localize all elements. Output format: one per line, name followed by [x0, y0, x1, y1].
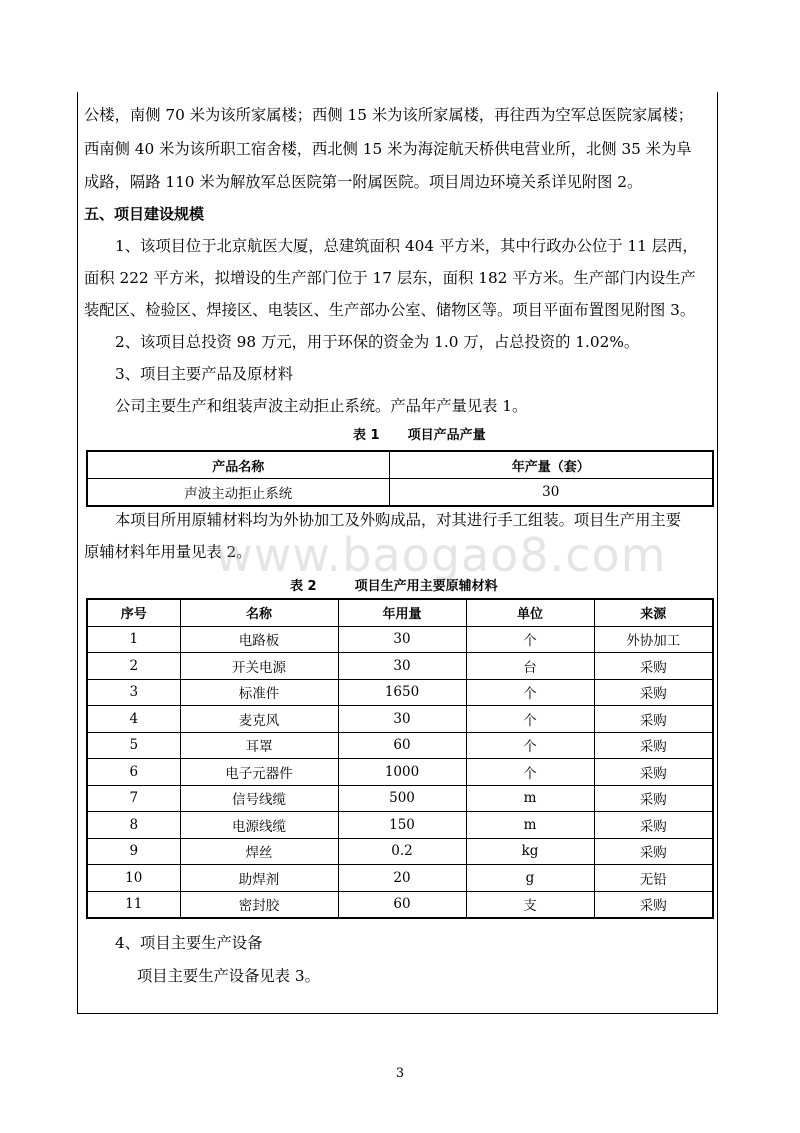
table-cell: g — [466, 865, 594, 892]
table1-caption-title: 项目产品产量 — [407, 428, 486, 443]
table-cell: 20 — [338, 865, 466, 892]
paragraph-line: 公楼，南侧 70 米为该所家属楼；西侧 15 米为该所家属楼，再往西为空军总医院家属楼； — [84, 106, 694, 124]
table-row — [87, 653, 713, 680]
table-cell: 支 — [466, 891, 594, 918]
table-header-cell: 来源 — [594, 599, 713, 626]
table-cell: 30 — [338, 626, 466, 653]
paragraph-line: 4、项目主要生产设备 — [115, 934, 263, 952]
table-cell: 11 — [87, 891, 180, 918]
table-cell: kg — [466, 838, 594, 865]
table-cell: 60 — [338, 891, 466, 918]
table-cell: 采购 — [594, 785, 713, 812]
paragraph-line: 1、该项目位于北京航医大厦，总建筑面积 404 平方米，其中行政办公位于 11 层西， — [115, 237, 698, 255]
table2-caption-title: 项目生产用主要原辅材料 — [354, 579, 498, 594]
table-cell: 1 — [87, 626, 180, 653]
raw-materials-table — [86, 598, 714, 919]
table-cell: 60 — [338, 732, 466, 759]
table-cell: 信号线缆 — [180, 785, 338, 812]
table-row — [87, 679, 713, 706]
table-cell: 采购 — [594, 838, 713, 865]
table-row — [87, 759, 713, 786]
table-row — [87, 785, 713, 812]
table-cell: 0.2 — [338, 838, 466, 865]
paragraph-line: 公司主要生产和组装声波主动拒止系统。产品年产量见表 1。 — [115, 397, 528, 415]
table-cell: 8 — [87, 812, 180, 839]
table-cell: m — [466, 785, 594, 812]
table-cell: 采购 — [594, 653, 713, 680]
table-cell: 4 — [87, 706, 180, 733]
table-header-cell: 单位 — [466, 599, 594, 626]
table-cell: 1000 — [338, 759, 466, 786]
table2-caption — [290, 575, 498, 594]
table-cell: 5 — [87, 732, 180, 759]
table-cell: 焊丝 — [180, 838, 338, 865]
table-cell: 150 — [338, 812, 466, 839]
table-cell: 无铅 — [594, 865, 713, 892]
table-cell: 采购 — [594, 812, 713, 839]
table-row — [87, 838, 713, 865]
table-cell: 采购 — [594, 679, 713, 706]
table-header-cell: 年用量 — [338, 599, 466, 626]
table-cell: 电路板 — [180, 626, 338, 653]
table-cell: 500 — [338, 785, 466, 812]
section-heading: 五、项目建设规模 — [84, 205, 205, 223]
table-cell: 3 — [87, 679, 180, 706]
table-row — [87, 732, 713, 759]
table-cell: 采购 — [594, 706, 713, 733]
table-row — [87, 706, 713, 733]
table-row — [87, 626, 713, 653]
table-cell: 密封胶 — [180, 891, 338, 918]
table2-caption-number: 表 2 — [290, 579, 317, 594]
table1-caption-number: 表 1 — [353, 428, 380, 443]
table-cell: 电子元器件 — [180, 759, 338, 786]
table-row — [87, 812, 713, 839]
table-cell: 30 — [338, 653, 466, 680]
table-cell: 外协加工 — [594, 626, 713, 653]
table-cell: 电源线缆 — [180, 812, 338, 839]
table-header-cell: 年产量（套） — [389, 451, 713, 479]
table-cell: 个 — [466, 679, 594, 706]
paragraph-line: 成路，隔路 110 米为解放军总医院第一附属医院。项目周边环境关系详见附图 2。 — [84, 173, 643, 191]
table-cell: 1650 — [338, 679, 466, 706]
table-cell: 个 — [466, 732, 594, 759]
paragraph-line: 本项目所用原辅材料均为外协加工及外购成品，对其进行手工组装。项目生产用主要 — [115, 511, 681, 529]
table1-caption — [353, 424, 486, 443]
table-cell: 个 — [466, 759, 594, 786]
table-cell: 30 — [338, 706, 466, 733]
table-row — [87, 865, 713, 892]
table-row — [87, 891, 713, 918]
paragraph-line: 项目主要生产设备见表 3。 — [137, 967, 320, 985]
table-cell: 个 — [466, 626, 594, 653]
table-cell: 麦克风 — [180, 706, 338, 733]
table-cell: 10 — [87, 865, 180, 892]
table-cell: 助焊剂 — [180, 865, 338, 892]
table-cell: 标准件 — [180, 679, 338, 706]
paragraph-line: 装配区、检验区、焊接区、电装区、生产部办公室、储物区等。项目平面布置图见附图 3。 — [84, 301, 696, 319]
table-cell: 耳罩 — [180, 732, 338, 759]
table-cell: 6 — [87, 759, 180, 786]
table-cell: 9 — [87, 838, 180, 865]
paragraph-line: 2、该项目总投资 98 万元，用于环保的资金为 1.0 万，占总投资的 1.02%。 — [115, 333, 640, 351]
table-header-cell: 名称 — [180, 599, 338, 626]
watermark: www.baogao8.com — [215, 528, 667, 582]
paragraph-line: 西南侧 40 米为该所职工宿舍楼，西北侧 15 米为海淀航天桥供电营业所，北侧 35 米为阜 — [84, 140, 692, 158]
table-cell: 台 — [466, 653, 594, 680]
table-cell: m — [466, 812, 594, 839]
paragraph-line: 面积 222 平方米，拟增设的生产部门位于 17 层东，面积 182 平方米。生产部门内设生产 — [84, 269, 696, 287]
table-cell: 声波主动拒止系统 — [87, 479, 389, 507]
paragraph-line: 原辅材料年用量见表 2。 — [84, 543, 252, 561]
table-header-row — [87, 451, 713, 479]
paragraph-line: 3、项目主要产品及原材料 — [115, 365, 293, 383]
table-cell: 采购 — [594, 891, 713, 918]
table-cell: 个 — [466, 706, 594, 733]
table-cell: 7 — [87, 785, 180, 812]
table-cell: 采购 — [594, 759, 713, 786]
table-header-cell: 产品名称 — [87, 451, 389, 479]
product-output-table — [86, 450, 714, 507]
table-cell: 采购 — [594, 732, 713, 759]
table-header-row — [87, 599, 713, 626]
table-row — [87, 479, 713, 507]
page-number: 3 — [395, 1066, 405, 1081]
table-cell: 开关电源 — [180, 653, 338, 680]
table-cell: 2 — [87, 653, 180, 680]
table-cell: 30 — [389, 479, 713, 507]
table-header-cell: 序号 — [87, 599, 180, 626]
